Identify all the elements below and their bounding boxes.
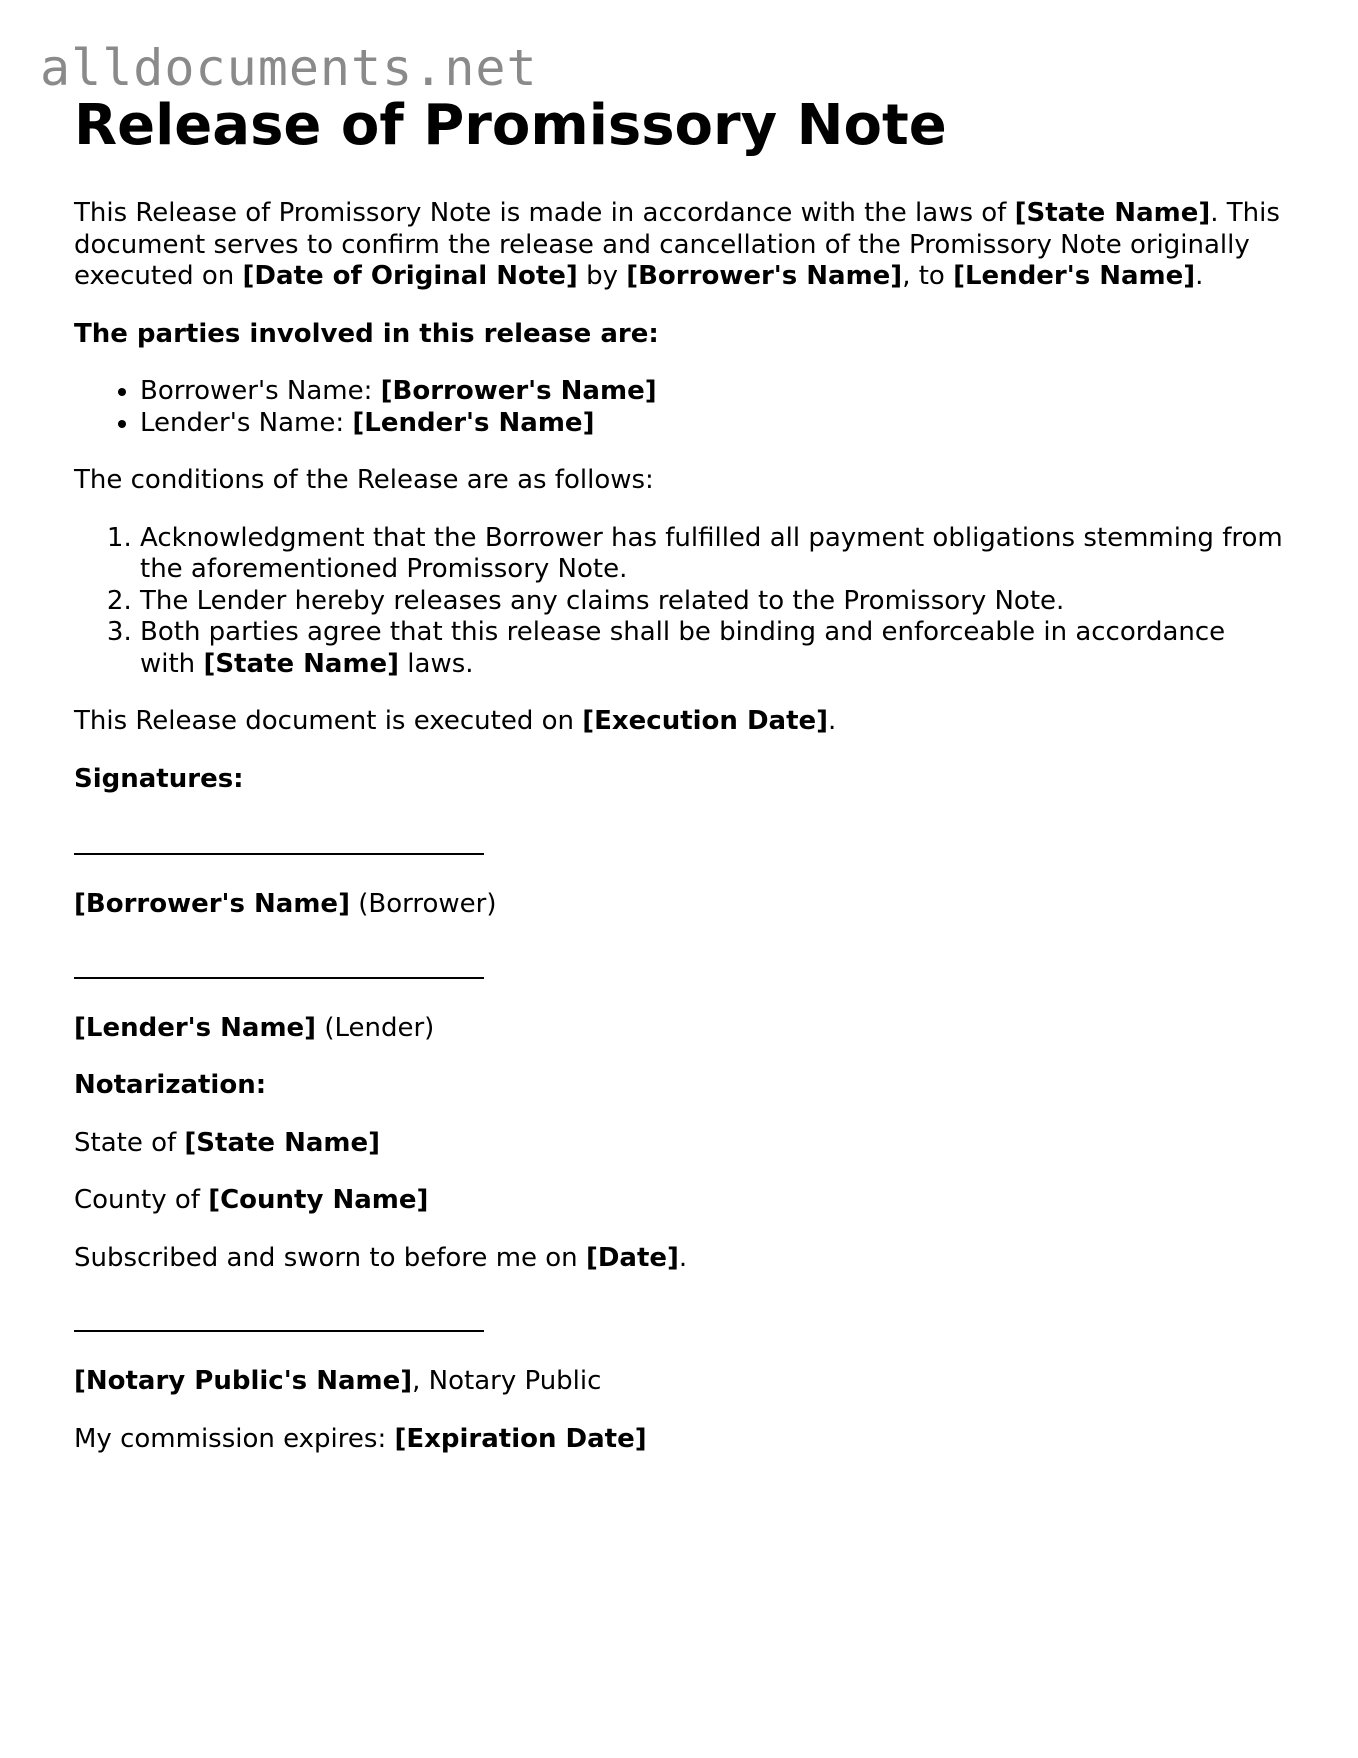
lender-role: (Lender) <box>316 1012 435 1043</box>
notary-sworn-label: Subscribed and sworn to before me on <box>74 1242 586 1273</box>
notary-state <box>74 1128 1284 1160</box>
notary-county-label: County of <box>74 1185 209 1215</box>
party-item-borrower <box>140 376 1284 408</box>
notary-state-placeholder: [State Name] <box>184 1127 381 1158</box>
intro-original-date-placeholder: [Date of Original Note] <box>242 261 578 291</box>
party-value: [Borrower's Name] <box>380 376 657 406</box>
lender-signature-line <box>74 977 484 979</box>
notary-signature-caption <box>74 1366 1284 1398</box>
intro-borrower-placeholder: [Borrower's Name] <box>626 261 903 291</box>
notary-sworn-end: . <box>678 1242 688 1273</box>
document-title: Release of Promissory Note <box>74 93 947 158</box>
intro-lender-placeholder: [Lender's Name] <box>953 261 1196 291</box>
condition-3-state-placeholder: [State Name] <box>203 648 400 679</box>
notary-role: , Notary Public <box>412 1366 602 1396</box>
notary-sworn <box>74 1243 1284 1275</box>
notary-state-label: State of <box>74 1127 185 1158</box>
intro-text-3: by <box>577 261 627 291</box>
parties-heading-text: The parties involved in this release are: <box>74 318 659 349</box>
intro-text-4: , to <box>902 261 954 291</box>
signatures-heading <box>74 764 1284 796</box>
intro-text-2: . This document serves to confirm the release and cancellation of the Promissory Note originally executed on <box>74 198 1280 291</box>
borrower-signature-line <box>74 853 484 855</box>
conditions-heading: The conditions of the Release are as follows: <box>74 465 654 495</box>
intro-state-placeholder: [State Name] <box>1014 198 1211 228</box>
notarization-heading-text: Notarization: <box>74 1070 267 1100</box>
intro-text-5: . <box>1195 261 1204 291</box>
condition-item-2: 2. The Lender hereby releases any claims related to the Promissory Note. <box>140 586 1284 618</box>
parties-list <box>74 376 1284 439</box>
borrower-signature-caption <box>74 889 1284 921</box>
notarization-heading <box>74 1070 1284 1102</box>
watermark: alldocuments.net <box>40 39 538 97</box>
borrower-role: (Borrower) <box>349 889 497 919</box>
party-value: [Lender's Name] <box>352 407 595 438</box>
commission-expires-placeholder: [Expiration Date] <box>394 1423 647 1454</box>
condition-3-text-a: Both parties agree that this release shall be binding and enforceable in accordance with <box>140 617 1226 679</box>
parties-heading <box>74 319 1284 351</box>
party-label: Borrower's Name: <box>140 376 381 406</box>
notary-name-placeholder: [Notary Public's Name] <box>74 1366 413 1396</box>
intro-paragraph <box>74 198 1284 293</box>
execution-date-placeholder: [Execution Date] <box>582 706 829 736</box>
notary-sworn-date-placeholder: [Date] <box>585 1242 679 1273</box>
conditions-list <box>74 523 1284 681</box>
lender-name-placeholder: [Lender's Name] <box>74 1012 317 1043</box>
lender-signature-caption <box>74 1013 1284 1045</box>
document-body <box>74 92 1284 1481</box>
condition-3-text-b: laws. <box>399 648 474 679</box>
party-item-lender <box>140 408 1284 440</box>
party-label: Lender's Name: <box>140 407 353 438</box>
notary-signature-line <box>74 1330 484 1332</box>
commission-expires-label: My commission expires: <box>74 1423 395 1454</box>
notary-county <box>74 1185 1284 1217</box>
execution-paragraph <box>74 706 1284 738</box>
execution-text: This Release document is executed on <box>74 706 583 736</box>
notary-county-placeholder: [County Name] <box>208 1185 429 1215</box>
execution-end: . <box>828 706 837 736</box>
commission-expires <box>74 1424 1284 1456</box>
signatures-heading-text: Signatures: <box>74 763 244 794</box>
condition-item-1: 1. Acknowledgment that the Borrower has fulfilled all payment obligations stemming from the aforementioned Promissory Note. <box>140 523 1284 586</box>
borrower-name-placeholder: [Borrower's Name] <box>74 889 350 919</box>
intro-text-1: This Release of Promissory Note is made in accordance with the laws of <box>74 198 1015 228</box>
condition-item-3 <box>140 617 1284 680</box>
